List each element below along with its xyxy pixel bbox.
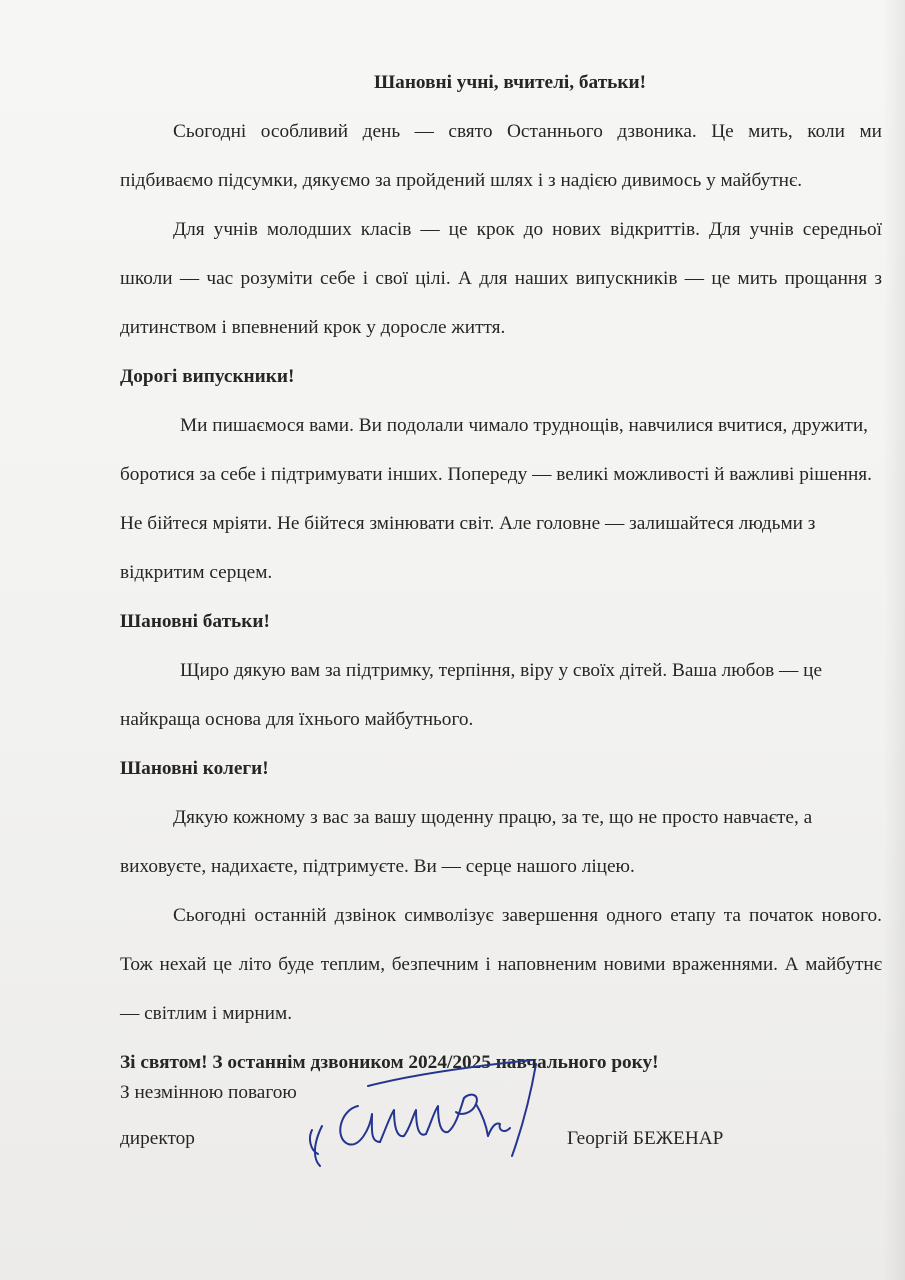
- signoff-role: директор: [120, 1128, 195, 1149]
- colleagues-heading: Шановні колеги!: [120, 758, 269, 779]
- paragraph-students: Для учнів молодших класів — це крок до нових відкриттів. Для учнів середньої школи — час розуміти себе і свої цілі. А для наших випускників — це мить прощання з дитинством і впевнений крок у доросле життя.: [120, 219, 882, 338]
- letter-body: [120, 58, 882, 1087]
- closing-greeting: Зі святом! З останнім дзвоником 2024/2025 навчального року!: [120, 1052, 659, 1073]
- signoff-name: Георгій БЕЖЕНАР: [567, 1128, 724, 1149]
- paragraph-summer: Сьогодні останній дзвінок символізує завершення одного етапу та початок нового. Тож нехай це літо буде теплим, безпечним і наповненим новими враженнями. А майбутнє — світлим і мирним.: [120, 905, 882, 1024]
- letter-heading: Шановні учні, вчителі, батьки!: [374, 72, 646, 93]
- graduates-heading: Дорогі випускники!: [120, 366, 295, 387]
- page-edge-shadow: [883, 0, 905, 1280]
- paragraph-graduates: Ми пишаємося вами. Ви подолали чимало труднощів, навчилися вчитися, дружити, боротися за себе і підтримувати інших. Попереду — великі можливості й важливі рішення. Не бійтеся мріяти. Не бійтеся змінювати світ. Але головне — залишайтеся людьми з відкритим серцем.: [120, 415, 872, 583]
- signature-icon: [300, 1058, 545, 1173]
- paragraph-intro: Сьогодні особливий день — свято Останнього дзвоника. Це мить, коли ми підбиваємо підсумки, дякуємо за пройдений шлях і з надією дивимось у майбутнє.: [120, 121, 882, 191]
- parents-heading: Шановні батьки!: [120, 611, 270, 632]
- paragraph-parents: Щиро дякую вам за підтримку, терпіння, віру у своїх дітей. Ваша любов — це найкраща основа для їхнього майбутнього.: [120, 660, 823, 730]
- signoff-regards: З незмінною повагою: [120, 1082, 297, 1103]
- paragraph-colleagues: Дякую кожному з вас за вашу щоденну працю, за те, що не просто навчаєте, а виховуєте, надихаєте, підтримуєте. Ви — серце нашого ліцею.: [120, 807, 813, 877]
